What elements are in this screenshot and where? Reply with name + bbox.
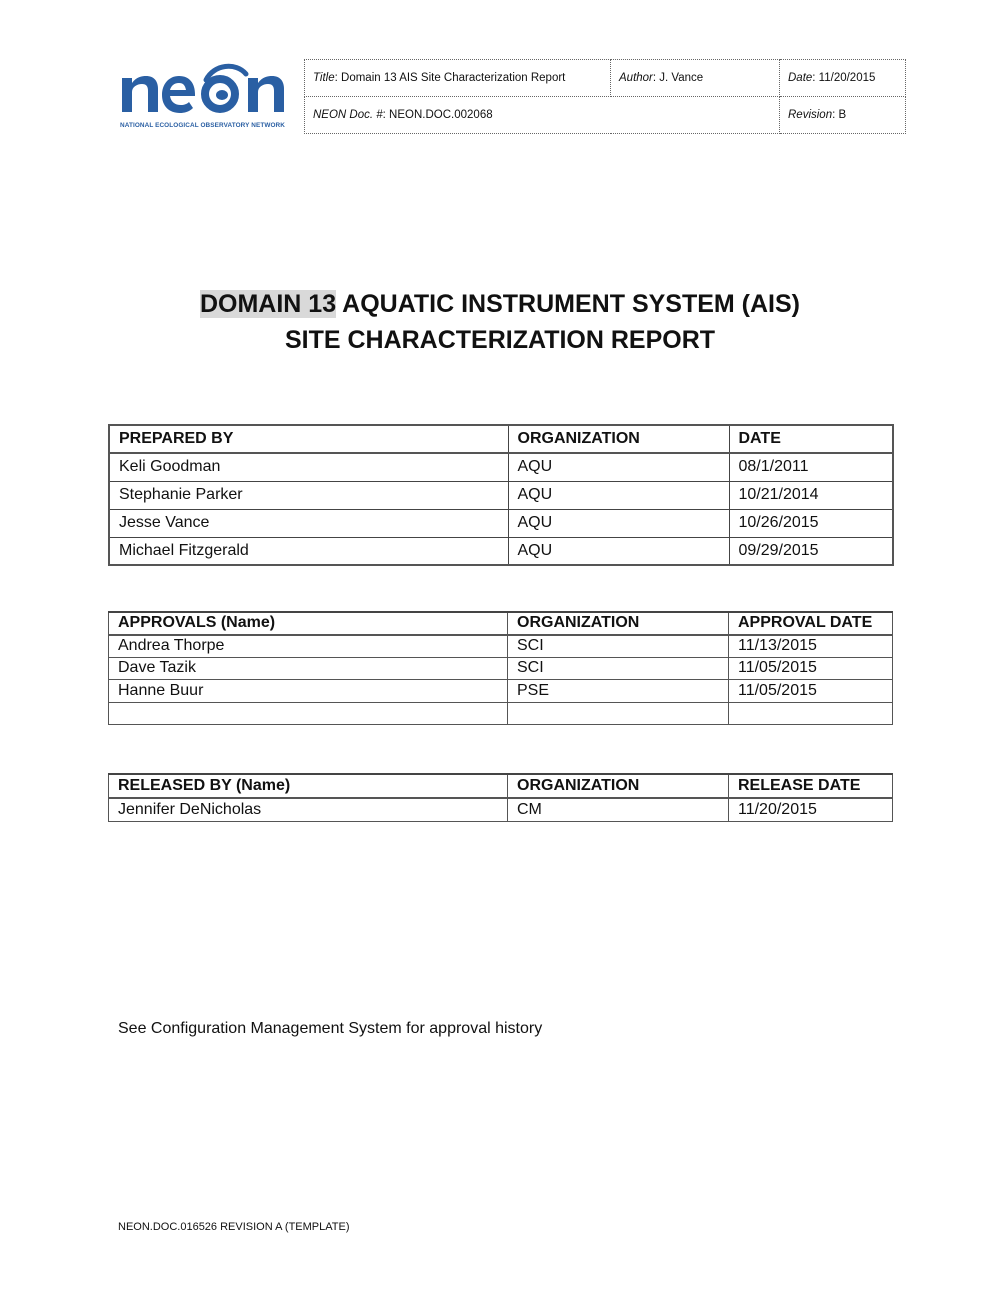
author-label: Author — [619, 72, 653, 84]
neon-logo — [118, 58, 294, 134]
column-header: RELEASED BY (Name) — [109, 774, 508, 798]
approval-history-note: See Configuration Management System for approval history — [118, 1020, 543, 1037]
table-cell — [508, 702, 729, 725]
column-header: ORGANIZATION — [508, 612, 729, 635]
table-cell: AQU — [508, 481, 729, 509]
table-cell: Keli Goodman — [109, 453, 508, 481]
table-cell: 08/1/2011 — [729, 453, 893, 481]
table-row — [109, 657, 893, 680]
table-row — [109, 537, 893, 565]
table-cell: 10/26/2015 — [729, 509, 893, 537]
header-title-cell — [305, 60, 611, 97]
title-label: Title — [313, 72, 335, 84]
table-cell: 11/05/2015 — [729, 680, 893, 703]
column-header: DATE — [729, 425, 893, 453]
table-cell: PSE — [508, 680, 729, 703]
column-header: PREPARED BY — [109, 425, 508, 453]
table-row — [109, 635, 893, 658]
table-cell: 11/13/2015 — [729, 635, 893, 658]
table-cell — [109, 702, 508, 725]
title-value: : Domain 13 AIS Site Characterization Report — [334, 72, 566, 84]
author-value: : J. Vance — [652, 72, 704, 84]
prepared-by-table — [108, 424, 894, 566]
table-header-row — [109, 612, 893, 635]
header-doc-cell — [305, 97, 780, 134]
document-header-table — [304, 59, 906, 134]
table-row — [109, 680, 893, 703]
header-author-cell — [611, 60, 780, 97]
table-cell: 11/05/2015 — [729, 657, 893, 680]
title-line-1-rest: AQUATIC INSTRUMENT SYSTEM (AIS) — [336, 290, 801, 318]
table-cell: 10/21/2014 — [729, 481, 893, 509]
title-highlight: DOMAIN 13 — [199, 290, 337, 318]
column-header: RELEASE DATE — [729, 774, 893, 798]
column-header: ORGANIZATION — [508, 774, 729, 798]
table-cell: AQU — [508, 509, 729, 537]
table-cell: Dave Tazik — [109, 657, 508, 680]
header-revision-cell — [780, 97, 906, 134]
column-header: APPROVALS (Name) — [109, 612, 508, 635]
table-header-row — [109, 774, 893, 798]
table-cell: Michael Fitzgerald — [109, 537, 508, 565]
table-row — [109, 453, 893, 481]
doc-number-value: : NEON.DOC.002068 — [382, 109, 493, 121]
table-cell: Andrea Thorpe — [109, 635, 508, 658]
table-cell: SCI — [508, 635, 729, 658]
table-cell: AQU — [508, 537, 729, 565]
doc-number-label: NEON Doc. # — [313, 109, 383, 121]
table-cell: SCI — [508, 657, 729, 680]
table-cell: CM — [508, 798, 729, 822]
revision-value: : B — [832, 109, 847, 121]
table-cell — [729, 702, 893, 725]
released-by-table — [108, 773, 893, 822]
table-cell: 11/20/2015 — [729, 798, 893, 822]
table-cell: 09/29/2015 — [729, 537, 893, 565]
title-line-1 — [0, 286, 1000, 322]
column-header: ORGANIZATION — [508, 425, 729, 453]
table-cell: Hanne Buur — [109, 680, 508, 703]
table-cell: Jennifer DeNicholas — [109, 798, 508, 822]
table-row — [109, 509, 893, 537]
document-title — [0, 286, 1000, 358]
date-value: : 11/20/2015 — [812, 72, 876, 84]
approvals-table — [108, 611, 893, 725]
date-label: Date — [788, 72, 813, 84]
header-date-cell — [780, 60, 906, 97]
title-line-2: SITE CHARACTERIZATION REPORT — [284, 326, 716, 354]
column-header: APPROVAL DATE — [729, 612, 893, 635]
table-row — [109, 798, 893, 822]
table-header-row — [109, 425, 893, 453]
page-footer: NEON.DOC.016526 REVISION A (TEMPLATE) — [118, 1221, 350, 1233]
table-cell: AQU — [508, 453, 729, 481]
revision-label: Revision — [788, 109, 833, 121]
table-row — [109, 702, 893, 725]
table-cell: Stephanie Parker — [109, 481, 508, 509]
table-cell: Jesse Vance — [109, 509, 508, 537]
neon-logo-mark — [118, 58, 294, 120]
table-row — [109, 481, 893, 509]
logo-subtitle: NATIONAL ECOLOGICAL OBSERVATORY NETWORK — [120, 122, 285, 129]
